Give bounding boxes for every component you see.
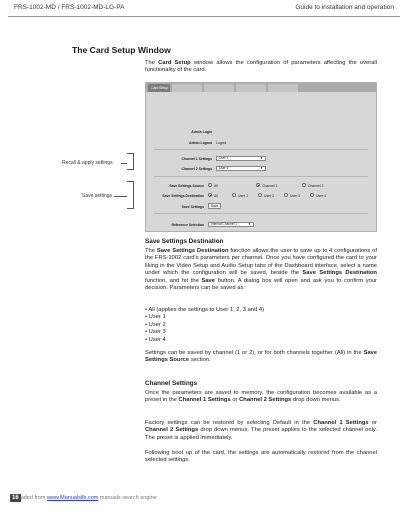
dest-user4-label: User 4 [316,194,326,198]
save-leader [114,196,127,197]
tab-4[interactable] [236,84,266,92]
list-item: • User 1 [145,314,166,321]
dest-user1-radio[interactable] [232,193,236,197]
source-all-radio[interactable] [208,183,212,187]
divider [154,176,368,177]
source-channel1-label: Channel 1 [262,184,278,188]
dest-user4-radio[interactable] [310,193,314,197]
recall-leader [121,163,127,164]
page-footer [10,494,157,502]
save-button[interactable]: Save [208,203,221,209]
recall-bracket [127,153,134,170]
source-channel2-label: Channel 2 [308,184,324,188]
header-rule [8,16,400,17]
source-channel2-radio[interactable] [302,183,306,187]
channel2-settings-select[interactable]: User 1 ▼ [216,166,266,171]
save-settings-label: Save Settings [181,205,204,209]
dest-user3-label: User 3 [290,194,300,198]
dest-user2-radio[interactable] [258,193,262,197]
tab-bar [146,83,376,92]
tab-3[interactable] [204,84,234,92]
manualslib-link[interactable]: www.Manualslib.com [46,495,99,501]
divider [154,149,368,150]
channel-settings-paragraph-1: Once the parameters are saved to memory, the configuration becomes available as a preset in the Channel 1 Settings or Channel 2 Settings drop down menus. [145,390,377,404]
save-destination-heading: Save Settings Destination [145,238,224,245]
save-options-list [145,307,264,344]
tab-card-setup[interactable]: Card Setup [148,84,170,92]
chevron-down-icon: ▼ [260,166,263,170]
header-guide-title: Guide to installation and operation [295,4,394,11]
header-product: FRS-1002-MD / FRS-1002-MD-LG-PA [14,4,125,11]
channel-settings-heading: Channel Settings [145,380,198,387]
chevron-down-icon: ▼ [260,156,263,160]
source-all-label: All [214,184,218,188]
tab-2[interactable] [172,84,202,92]
tab-5[interactable] [268,84,298,92]
save-destination-label: Save Settings Destination [162,194,204,198]
dest-user3-radio[interactable] [284,193,288,197]
reference-selection-label: Reference Selection [171,223,204,227]
list-item: • User 4 [145,336,166,343]
list-item: • All (applies the settings to User 1, 2, 3 and 4) [145,307,265,313]
divider [154,213,368,214]
source-channel1-radio[interactable] [256,183,260,187]
channel2-settings-label: Channel 2 Settings [181,167,212,171]
page-number: 16 [12,495,19,501]
section-title: The Card Setup Window [72,45,171,55]
footer-prefix: aded from [20,495,47,501]
dest-all-label: All [214,194,218,198]
list-item: • User 3 [145,329,166,336]
dest-user2-label: User 2 [264,194,274,198]
intro-paragraph: The Card Setup window allows the configuration of parameters affecting the overall functionality of the card. [145,60,377,74]
save-destination-paragraph: The Save Settings Destination function allows the user to save up to 4 configurations of the FRS-1002 card's parameters per channel. Once you have configured the card to your liking in the Video Setup and Audio Setup tabs of the Dashboard interface, select a name under which the configuration will be saved, beside the Save Settings Destination function, and hit the Save button. A dialog box will open and ask you to confirm your decision. Parameters can be saved as: [145,248,377,292]
channel-settings-paragraph-3: Following boot up of the card, the settings are automatically restored from the channel selected settings. [145,450,377,464]
save-source-paragraph: Settings can be saved by channel (1 or 2), or for both channels together (All) in the Save Settings Source section. [145,350,377,364]
footer-suffix: manuals search engine [98,495,157,501]
list-item: • User 2 [145,321,166,328]
save-settings-callout: Save settings [82,193,113,199]
dest-user1-label: User 1 [238,194,248,198]
channel-settings-paragraph-2: Factory settings can be restored by selecting Default in the Channel 1 Settings or Channel 2 Settings drop down menus. The preset applies to the selected channel only. The preset is applied immediately. [145,420,377,441]
card-setup-screenshot [145,82,377,232]
save-bracket [127,181,134,209]
reference-selection-select[interactable]: Internal Channel 1 ▼ [208,222,254,227]
channel1-settings-label: Channel 1 Settings [181,157,212,161]
admin-logout-label: Admin Logout [189,141,212,145]
page-header [0,0,408,18]
logout-value[interactable]: Logout [216,141,227,145]
admin-login-label: Admin Login [191,130,212,134]
channel1-settings-select[interactable]: User 1 ▼ [216,156,266,161]
chevron-down-icon: ▼ [248,222,251,226]
dest-all-radio[interactable] [208,193,212,197]
save-source-label: Save Settings Source [169,184,204,188]
recall-apply-callout: Recall & apply settings [62,160,113,166]
